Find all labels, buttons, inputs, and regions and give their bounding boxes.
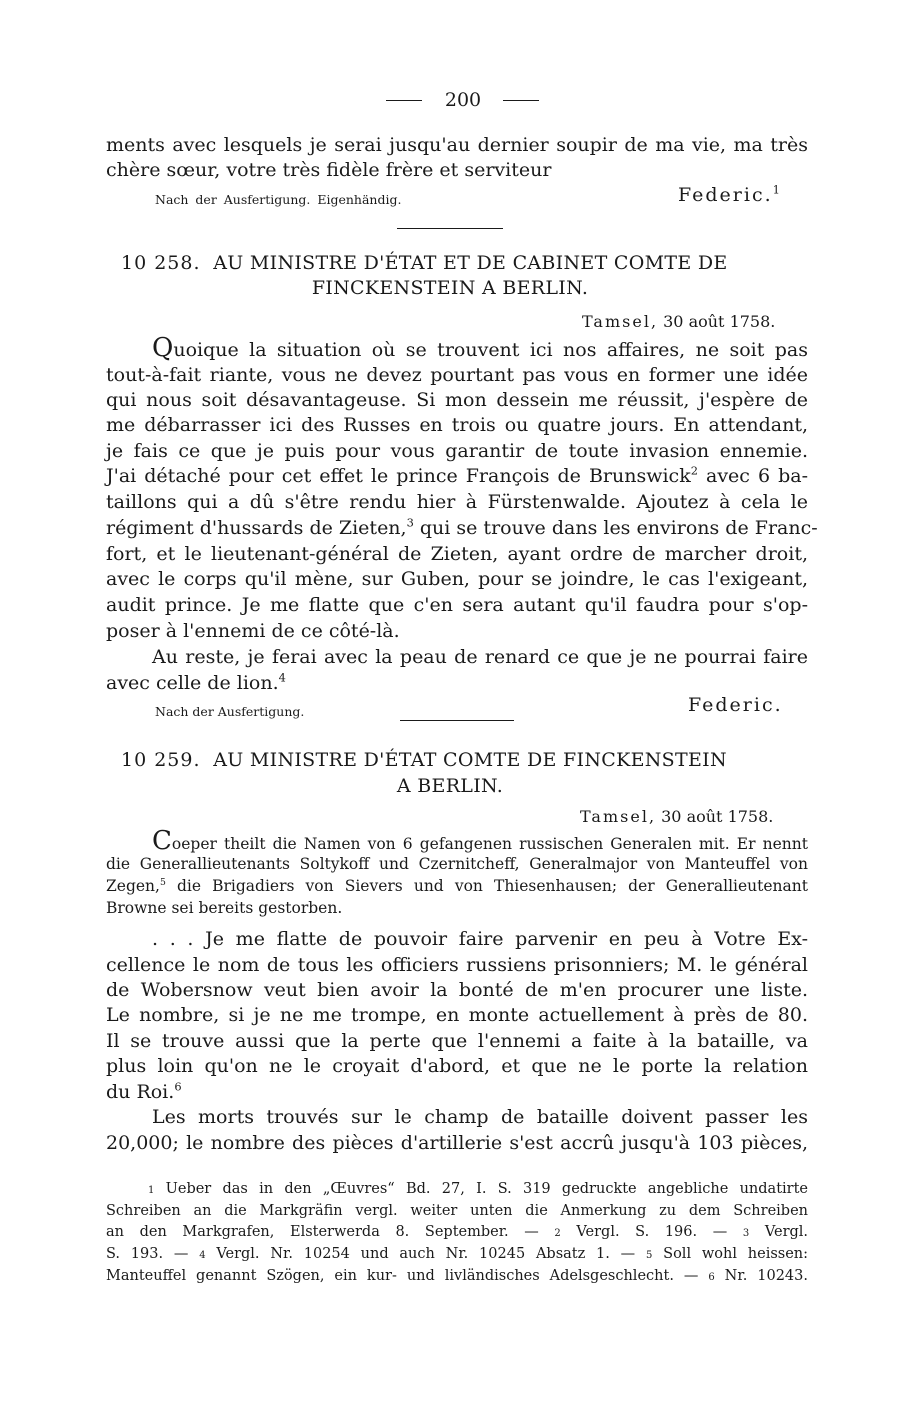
text-line: Il se trouve aussi que la perte que l'ennemi a faite à la bataille, va bbox=[106, 1030, 808, 1052]
text-line: cellence le nom de tous les officiers russiens prisonniers; M. le général bbox=[106, 954, 808, 976]
text-line: Le nombre, si je ne me trompe, en monte actuellement à près de 80. bbox=[106, 1004, 808, 1026]
source-note: Nach der Ausfertigung. Eigenhändig. bbox=[155, 192, 402, 207]
page-number: 200 bbox=[444, 89, 482, 111]
text-line: de Wobersnow veut bien avoir la bonté de m'en procurer une liste. bbox=[106, 979, 808, 1001]
text-line: J'ai détaché pour cet effet le prince François de Brunswick$^2$ avec 6 ba- bbox=[106, 463, 808, 487]
text-line: fort, et le lieutenant-général de Zieten, ayant ordre de marcher droit, bbox=[106, 543, 808, 565]
letter-heading-cont: A BERLIN. bbox=[396, 775, 504, 797]
text-line: avec celle de lion.$^4$ bbox=[106, 670, 286, 694]
text-line: Au reste, je ferai avec la peau de renard ce que je ne pourrai faire bbox=[152, 646, 808, 668]
signature: Federic. bbox=[688, 694, 783, 716]
text-line: je fais ce que je puis pour vous garantir de toute invasion ennemie. bbox=[106, 440, 808, 462]
text-line: chère sœur, votre très fidèle frère et serviteur bbox=[106, 159, 552, 181]
summary-line: Browne sei bereits gestorben. bbox=[106, 899, 343, 917]
text-line: tout-à-fait riante, vous ne devez pourtant pas vous en former une idée bbox=[106, 364, 808, 386]
section-divider bbox=[400, 720, 514, 721]
section-divider bbox=[397, 228, 503, 229]
summary-line: die Generallieutenants Soltykoff und Czernitcheff, Generalmajor von Manteuffel von bbox=[106, 855, 808, 873]
text-line: régiment d'hussards de Zieten,$^3$ qui se trouve dans les environs de Franc- bbox=[106, 515, 818, 539]
source-note: Nach der Ausfertigung. bbox=[155, 704, 305, 719]
summary-line: Zegen,$^5$ die Brigadiers von Sievers und von Thiesenhausen; der Generallieutenant bbox=[106, 876, 808, 895]
text-line: audit prince. Je me flatte que c'en sera autant qu'il faudra pour s'op- bbox=[106, 594, 808, 616]
text-line: . . . Je me flatte de pouvoir faire parvenir en peu à Votre Ex- bbox=[152, 928, 808, 950]
text-line: ments avec lesquels je serai jusqu'au dernier soupir de ma vie, ma très bbox=[106, 134, 808, 156]
signature: Federic.$^1$ bbox=[678, 182, 782, 206]
text-line: qui nous soit désavantageuse. Si mon dessein me réussit, j'espère de bbox=[106, 389, 808, 411]
footnote-line: 1 Ueber das in den „Œuvres“ Bd. 27, I. S. 319 gedruckte angebliche undatirte bbox=[148, 1181, 809, 1197]
footnote-line: Manteuffel genannt Szögen, ein kur- und livländisches Adelsgeschlecht. — 6 Nr. 10243. bbox=[106, 1268, 808, 1284]
text-line: me débarrasser ici des Russes en trois ou quatre jours. En attendant, bbox=[106, 414, 808, 436]
text-line: Les morts trouvés sur le champ de bataille doivent passer les bbox=[152, 1106, 808, 1128]
footnote-line: S. 193. — 4 Vergl. Nr. 10254 und auch Nr. 10245 Absatz 1. — 5 Soll wohl heissen: bbox=[106, 1246, 809, 1262]
letter-heading: 10 259. AU MINISTRE D'ÉTAT COMTE DE FINCKENSTEIN bbox=[121, 749, 727, 771]
text-line: avec le corps qu'il mène, sur Guben, pour se joindre, le cas l'exigeant, bbox=[106, 568, 808, 590]
text-line: Quoique la situation où se trouvent ici nos affaires, ne soit pas bbox=[152, 333, 808, 363]
letter-heading-cont: FINCKENSTEIN A BERLIN. bbox=[311, 277, 589, 299]
text-line: poser à l'ennemi de ce côté-là. bbox=[106, 620, 400, 642]
page-number-dash-left bbox=[386, 100, 422, 101]
text-line: du Roi.$^6$ bbox=[106, 1079, 182, 1103]
text-line: taillons qui a dû s'être rendu hier à Fürstenwalde. Ajoutez à cela le bbox=[106, 491, 808, 513]
summary-line: Coeper theilt die Namen von 6 gefangenen russischen Generalen mit. Er nennt bbox=[152, 826, 808, 856]
letter-heading: 10 258. AU MINISTRE D'ÉTAT ET DE CABINET COMTE DE bbox=[121, 252, 728, 274]
footnote-line: Schreiben an die Markgräfin vergl. weiter unten die Anmerkung zu dem Schreiben bbox=[106, 1203, 808, 1219]
text-line: 20,000; le nombre des pièces d'artillerie s'est accrû jusqu'à 103 pièces, bbox=[106, 1132, 808, 1154]
place-date: Tamsel, 30 août 1758. bbox=[582, 312, 776, 331]
place-date: Tamsel, 30 août 1758. bbox=[580, 807, 774, 826]
text-line: plus loin qu'on ne le croyait d'abord, et que ne le porte la relation bbox=[106, 1055, 808, 1077]
footnote-line: an den Markgrafen, Elsterwerda 8. September. — 2 Vergl. S. 196. — 3 Vergl. bbox=[106, 1224, 809, 1240]
page-number-dash-right bbox=[503, 100, 539, 101]
